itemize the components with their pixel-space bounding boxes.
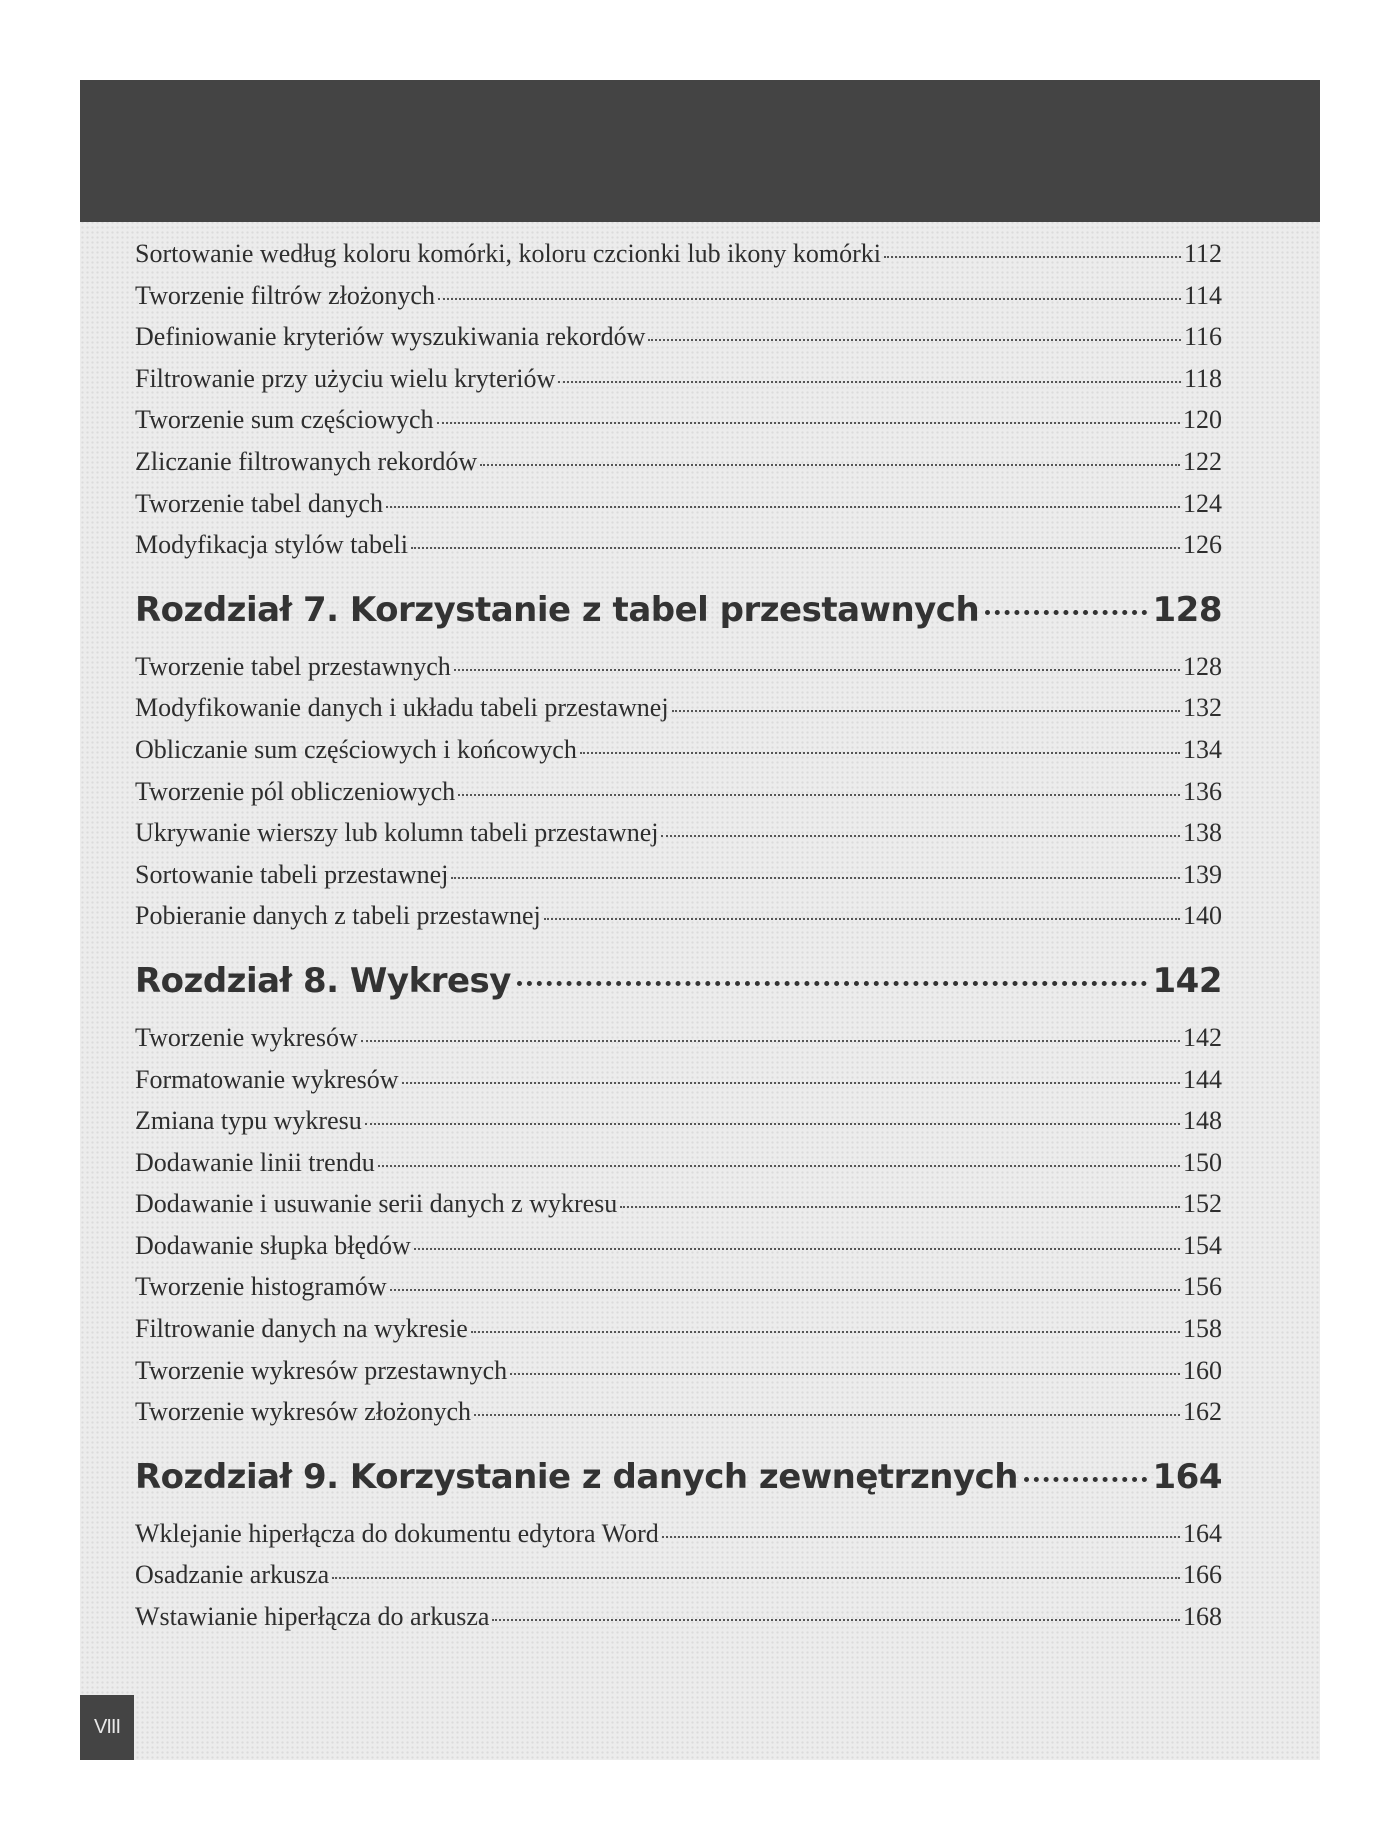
toc-entry-title: Dodawanie linii trendu	[135, 1147, 375, 1177]
toc-entry-page-number: 139	[1183, 859, 1222, 889]
dot-leader	[458, 794, 1180, 796]
dot-leader	[390, 1289, 1180, 1291]
toc-entry	[135, 646, 1222, 688]
toc-entry-page-number: 158	[1183, 1314, 1222, 1344]
dot-leader	[517, 981, 1147, 986]
toc-entry-page-number: 116	[1183, 322, 1222, 352]
toc-entry	[135, 1554, 1222, 1596]
toc-entry-page-number: 148	[1183, 1106, 1222, 1136]
toc-entry-page-number: 160	[1183, 1355, 1222, 1385]
toc-entry	[135, 233, 1222, 275]
toc-entry-page-number: 118	[1183, 363, 1222, 393]
dot-leader	[471, 1331, 1180, 1333]
toc-entry-title: Tworzenie filtrów złożonych	[135, 280, 435, 310]
header-band	[80, 80, 1320, 222]
toc-entry	[135, 316, 1222, 358]
dot-leader	[620, 1206, 1180, 1208]
toc-entry-page-number: 114	[1183, 280, 1222, 310]
dot-leader	[558, 381, 1181, 383]
toc-entry-page-number: 154	[1183, 1230, 1222, 1260]
chapter-title: Rozdział 7. Korzystanie z tabel przestawnych	[135, 589, 980, 630]
toc-entry-page-number: 142	[1183, 1022, 1222, 1052]
toc-entry	[135, 441, 1222, 483]
toc-entry-title: Obliczanie sum częściowych i końcowych	[135, 734, 577, 764]
toc-entry-title: Zmiana typu wykresu	[135, 1106, 362, 1136]
toc-entry-title: Wstawianie hiperłącza do arkusza	[135, 1602, 490, 1632]
toc-entry-title: Dodawanie i usuwanie serii danych z wykresu	[135, 1189, 618, 1219]
toc-entry-page-number: 144	[1183, 1064, 1222, 1094]
toc-entry-page-number: 132	[1183, 693, 1222, 723]
toc-entry-page-number: 152	[1183, 1189, 1222, 1219]
toc-entry	[135, 1596, 1222, 1638]
dot-leader	[411, 547, 1180, 549]
chapter-title: Rozdział 8. Wykresy	[135, 960, 511, 1001]
dot-leader	[648, 339, 1181, 341]
toc-entry-title: Wklejanie hiperłącza do dokumentu edytora Word	[135, 1518, 659, 1548]
dot-leader	[480, 464, 1180, 466]
chapter-title: Rozdział 9. Korzystanie z danych zewnętrznych	[135, 1456, 1018, 1497]
dot-leader	[402, 1082, 1180, 1084]
dot-leader	[451, 877, 1180, 879]
chapter-page-number: 128	[1152, 589, 1222, 630]
toc-entry-title: Modyfikacja stylów tabeli	[135, 530, 408, 560]
chapter-page-number: 142	[1152, 960, 1222, 1001]
toc-entry-title: Tworzenie wykresów złożonych	[135, 1397, 472, 1427]
toc-entry	[135, 854, 1222, 896]
toc-entry-title: Filtrowanie przy użyciu wielu kryteriów	[135, 363, 556, 393]
toc-entry-title: Sortowanie tabeli przestawnej	[135, 859, 449, 889]
table-of-contents	[135, 233, 1222, 1638]
toc-entry-title: Tworzenie pól obliczeniowych	[135, 776, 456, 806]
toc-entry-title: Tworzenie wykresów przestawnych	[135, 1355, 508, 1385]
dot-leader	[672, 710, 1180, 712]
dot-leader	[378, 1165, 1180, 1167]
dot-leader	[1024, 1477, 1147, 1482]
toc-entry	[135, 1513, 1222, 1555]
toc-entry-title: Tworzenie histogramów	[135, 1272, 387, 1302]
toc-entry-title: Tworzenie tabel przestawnych	[135, 651, 451, 681]
toc-entry-page-number: 150	[1183, 1147, 1222, 1177]
toc-entry-title: Pobieranie danych z tabeli przestawnej	[135, 901, 541, 931]
toc-entry	[135, 687, 1222, 729]
dot-leader	[332, 1577, 1180, 1579]
toc-entry-title: Modyfikowanie danych i układu tabeli przestawnej	[135, 693, 669, 723]
toc-entry-page-number: 162	[1183, 1397, 1222, 1427]
dot-leader	[386, 506, 1180, 508]
toc-entry	[135, 399, 1222, 441]
dot-leader	[474, 1414, 1180, 1416]
toc-entry	[135, 1017, 1222, 1059]
toc-entry-page-number: 124	[1183, 488, 1222, 518]
dot-leader	[414, 1248, 1180, 1250]
chapter-heading	[135, 951, 1222, 1011]
dot-leader	[884, 256, 1181, 258]
toc-entry-title: Formatowanie wykresów	[135, 1064, 399, 1094]
toc-entry	[135, 1266, 1222, 1308]
page-number-folio: VIII	[80, 1695, 134, 1760]
toc-entry-page-number: 120	[1183, 405, 1222, 435]
toc-entry	[135, 1350, 1222, 1392]
toc-entry-page-number: 134	[1183, 734, 1222, 764]
toc-entry	[135, 1225, 1222, 1267]
dot-leader	[985, 610, 1146, 615]
chapter-page-number: 164	[1152, 1456, 1222, 1497]
toc-entry-page-number: 128	[1183, 651, 1222, 681]
toc-entry	[135, 524, 1222, 566]
dot-leader	[662, 1536, 1180, 1538]
toc-entry-title: Definiowanie kryteriów wyszukiwania rekordów	[135, 322, 646, 352]
dot-leader	[544, 918, 1180, 920]
toc-entry-title: Dodawanie słupka błędów	[135, 1230, 411, 1260]
toc-entry-title: Tworzenie sum częściowych	[135, 405, 434, 435]
toc-entry	[135, 812, 1222, 854]
dot-leader	[580, 752, 1180, 754]
toc-entry-page-number: 122	[1183, 446, 1222, 476]
toc-entry-title: Ukrywanie wierszy lub kolumn tabeli przestawnej	[135, 818, 659, 848]
dot-leader	[361, 1040, 1180, 1042]
chapter-heading	[135, 580, 1222, 640]
toc-entry	[135, 895, 1222, 937]
toc-entry-page-number: 112	[1183, 239, 1222, 268]
toc-entry	[135, 1183, 1222, 1225]
toc-entry-title: Sortowanie według koloru komórki, koloru czcionki lub ikony komórki	[135, 239, 881, 268]
book-page	[80, 80, 1320, 1760]
toc-entry-page-number: 140	[1183, 901, 1222, 931]
toc-entry-page-number: 168	[1183, 1602, 1222, 1632]
toc-entry-title: Tworzenie wykresów	[135, 1022, 358, 1052]
toc-entry	[135, 358, 1222, 400]
toc-entry	[135, 1391, 1222, 1433]
dot-leader	[437, 422, 1180, 424]
toc-entry-title: Zliczanie filtrowanych rekordów	[135, 446, 478, 476]
toc-entry	[135, 483, 1222, 525]
dot-leader	[454, 669, 1180, 671]
toc-entry	[135, 275, 1222, 317]
toc-entry	[135, 1308, 1222, 1350]
toc-entry	[135, 1059, 1222, 1101]
toc-entry-title: Filtrowanie danych na wykresie	[135, 1314, 468, 1344]
dot-leader	[510, 1373, 1180, 1375]
dot-leader	[365, 1123, 1180, 1125]
toc-entry-page-number: 166	[1183, 1560, 1222, 1590]
toc-entry-title: Tworzenie tabel danych	[135, 488, 383, 518]
toc-entry-page-number: 136	[1183, 776, 1222, 806]
dot-leader	[492, 1619, 1180, 1621]
chapter-heading	[135, 1447, 1222, 1507]
toc-entry-page-number: 156	[1183, 1272, 1222, 1302]
dot-leader	[438, 298, 1181, 300]
toc-entry-page-number: 138	[1183, 818, 1222, 848]
toc-entry	[135, 1100, 1222, 1142]
dot-leader	[661, 835, 1180, 837]
toc-entry-page-number: 126	[1183, 530, 1222, 560]
toc-entry-page-number: 164	[1183, 1518, 1222, 1548]
toc-entry	[135, 1142, 1222, 1184]
toc-entry	[135, 771, 1222, 813]
toc-entry	[135, 729, 1222, 771]
toc-entry-title: Osadzanie arkusza	[135, 1560, 330, 1590]
